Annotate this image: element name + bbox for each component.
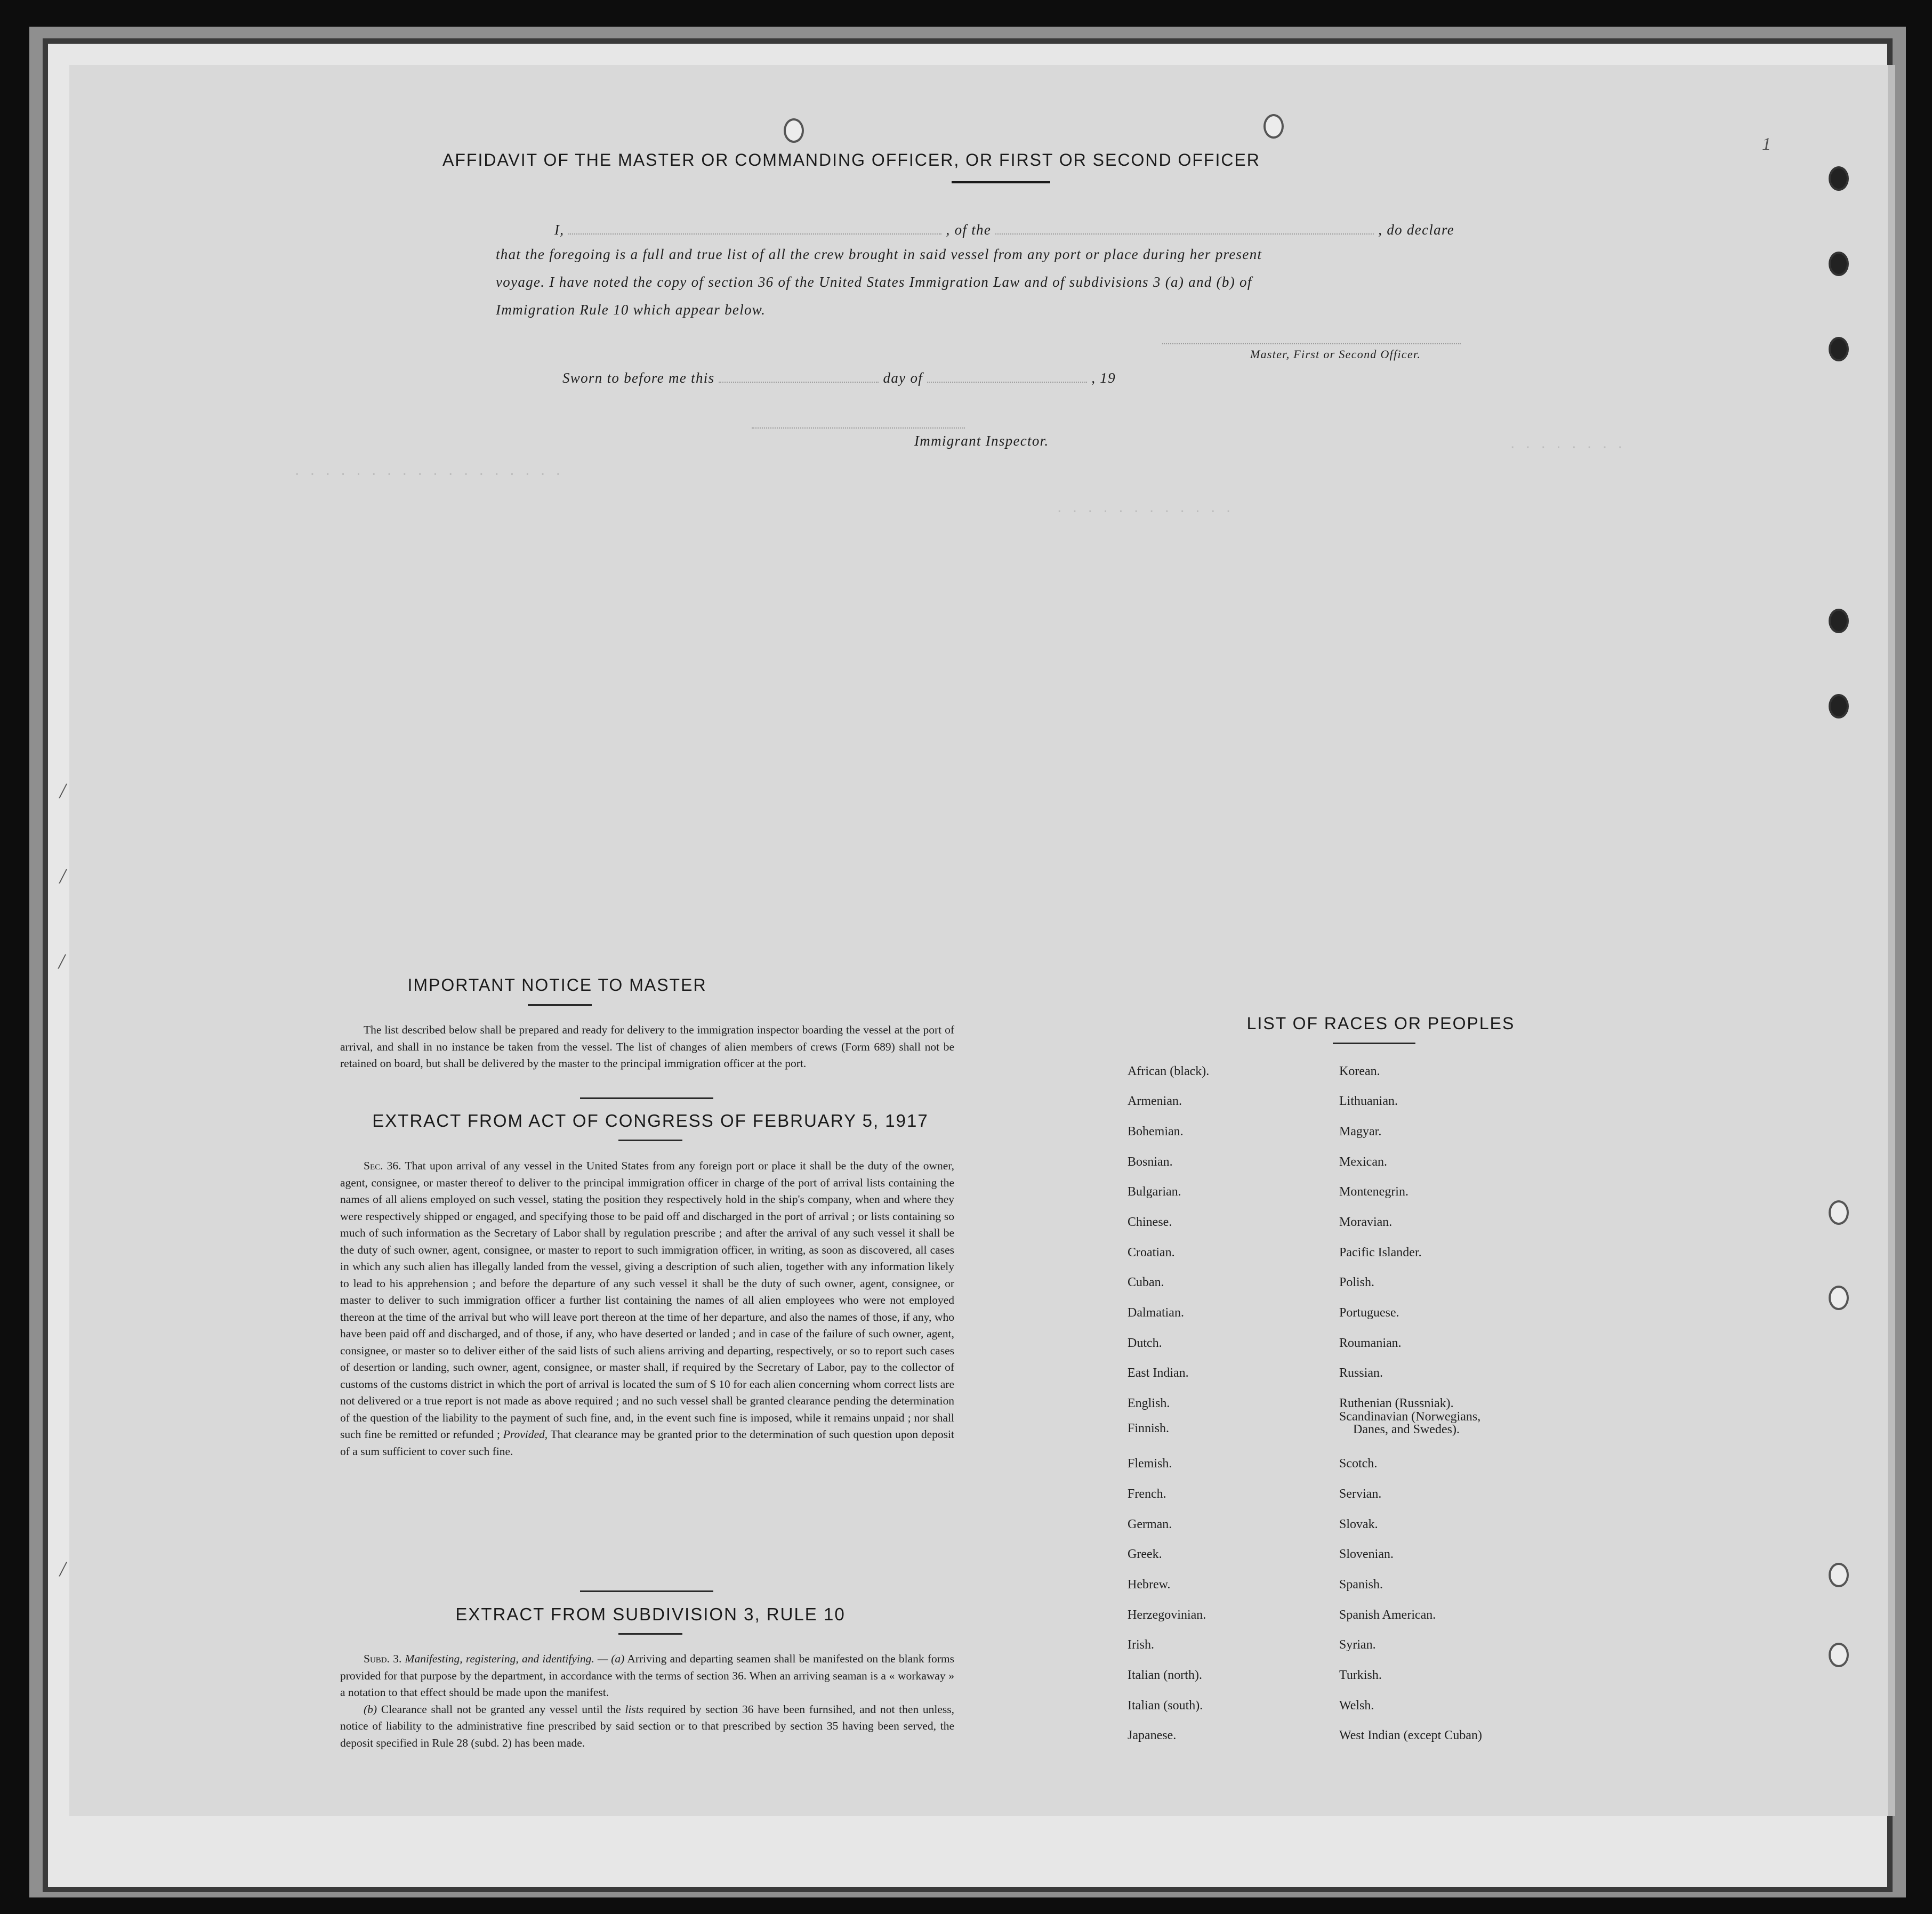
b-label: (b) [364, 1702, 377, 1716]
day-of-label: day of [883, 370, 923, 386]
punch-hole [1829, 1563, 1849, 1587]
race-item: East Indian. [1128, 1366, 1189, 1380]
master-caption: Master, First or Second Officer. [1250, 348, 1421, 361]
race-item: Roumanian. [1339, 1336, 1402, 1350]
rule-paragraph-a [340, 1651, 954, 1701]
race-item: Polish. [1339, 1275, 1375, 1289]
pencil-check-mark: / [60, 1557, 66, 1581]
punch-hole [1829, 1643, 1849, 1667]
race-item: Hebrew. [1128, 1578, 1171, 1592]
race-item: Servian. [1339, 1487, 1382, 1501]
bleed-through-text: . . . . . . . . [1509, 438, 1624, 453]
races-underline [1333, 1043, 1415, 1044]
punch-hole [1263, 114, 1284, 139]
race-item: French. [1128, 1487, 1166, 1501]
race-item: Armenian. [1128, 1094, 1182, 1108]
handwritten-mark: 1 [1762, 134, 1771, 154]
inspector-caption: Immigrant Inspector. [914, 433, 1049, 449]
race-item: Chinese. [1128, 1215, 1172, 1229]
race-item: Ruthenian (Russniak). [1339, 1396, 1454, 1410]
lists-word: lists [625, 1702, 644, 1716]
sec-label: Sec. 36. [364, 1159, 401, 1172]
race-item: Bosnian. [1128, 1155, 1173, 1169]
race-item: Lithuanian. [1339, 1094, 1398, 1108]
rule-b-text-2: required by section 36 have been furnsihed, and not then unless, notice of liability to the administrative fine prescribed by said section or to that prescribed by section 35 having been served, the deposit specified in Rule 28 (subd. 2) has been made. [340, 1702, 955, 1749]
race-item: Spanish. [1339, 1578, 1383, 1592]
race-item: German. [1128, 1517, 1172, 1531]
binder-ring [1829, 166, 1849, 191]
race-item: Scotch. [1339, 1457, 1378, 1471]
name-blank[interactable] [568, 220, 941, 235]
title-underline [952, 181, 1050, 183]
act-extract-title: EXTRACT FROM ACT OF CONGRESS OF FEBRUARY 5, 1917 [372, 1111, 929, 1130]
race-item: Danes, and Swedes). [1353, 1423, 1460, 1436]
punch-hole [784, 118, 804, 143]
race-item: Slovak. [1339, 1517, 1378, 1531]
rule-underline [618, 1633, 682, 1635]
affidavit-of-the-label: , of the [946, 222, 992, 238]
race-item: Korean. [1339, 1064, 1380, 1078]
section-divider [580, 1097, 713, 1099]
race-item: Pacific Islander. [1339, 1246, 1422, 1259]
race-item: Dalmatian. [1128, 1306, 1184, 1320]
section-divider [580, 1590, 713, 1592]
race-item: Moravian. [1339, 1215, 1392, 1229]
race-item: Magyar. [1339, 1125, 1382, 1138]
race-item: Dutch. [1128, 1336, 1162, 1350]
pencil-check-mark: / [60, 864, 66, 888]
rule-extract-title: EXTRACT FROM SUBDIVISION 3, RULE 10 [455, 1604, 846, 1624]
affidavit-line-2: that the foregoing is a full and true list of all the crew brought in said vessel from any port or place during her present [496, 246, 1262, 262]
sworn-line [562, 368, 1116, 386]
race-item: Syrian. [1339, 1638, 1376, 1652]
race-item: Turkish. [1339, 1668, 1382, 1682]
subd-label: Subd. 3. [364, 1652, 402, 1665]
act-paragraph [340, 1158, 954, 1460]
race-item: Portuguese. [1339, 1306, 1399, 1320]
race-item: Welsh. [1339, 1699, 1374, 1713]
notice-title: IMPORTANT NOTICE TO MASTER [407, 975, 707, 995]
race-item: Bohemian. [1128, 1125, 1184, 1138]
pencil-check-mark: / [60, 779, 66, 803]
race-item: Russian. [1339, 1366, 1383, 1380]
race-item: Finnish. [1128, 1422, 1170, 1435]
punch-hole [1829, 1200, 1849, 1225]
notice-paragraph: The list described below shall be prepared and ready for delivery to the immigration inspector boarding the vessel at the port of arrival, and shall in no instance be taken from the vessel. The list of changes of alien members of crews (Form 689) shall not be retained on board, but shall be delivered by the master to the principal immigration officer at the port. [340, 1023, 954, 1070]
race-item: Italian (north). [1128, 1668, 1202, 1682]
binder-ring [1829, 609, 1849, 633]
race-item: Italian (south). [1128, 1699, 1203, 1713]
race-item: English. [1128, 1396, 1170, 1410]
act-text [340, 1158, 954, 1460]
race-item: Greek. [1128, 1547, 1162, 1561]
affidavit-declare-label: , do declare [1378, 222, 1455, 238]
race-item: Cuban. [1128, 1275, 1164, 1289]
race-item: African (black). [1128, 1064, 1210, 1078]
affidavit-line-4: Immigration Rule 10 which appear below. [496, 302, 766, 318]
pencil-check-mark: / [59, 949, 65, 973]
document-sheet [69, 65, 1895, 1816]
punch-hole [1829, 1286, 1849, 1310]
sworn-month-blank[interactable] [927, 368, 1087, 383]
race-item: Flemish. [1128, 1457, 1172, 1471]
rule-a-text: Arriving and departing seamen shall be manifested on the blank forms provided for that purpose by the department, in accordance with the terms of section 36. When an arriving seaman is a « workaway » a notation to that effect should be made upon the manifest. [340, 1652, 954, 1699]
race-item: Mexican. [1339, 1155, 1387, 1169]
binder-ring [1829, 337, 1849, 361]
affidavit-title: AFFIDAVIT OF THE MASTER OR COMMANDING OFFICER, OR FIRST OR SECOND OFFICER [442, 150, 1260, 169]
race-item: West Indian (except Cuban) [1339, 1729, 1482, 1742]
race-item: Japanese. [1128, 1729, 1177, 1742]
races-title: LIST OF RACES OR PEOPLES [1246, 1014, 1515, 1033]
race-item: Spanish American. [1339, 1608, 1436, 1622]
race-item: Scandinavian (Norwegians, [1339, 1410, 1481, 1424]
subd-heading: Manifesting, registering, and identifying. — (a) [405, 1652, 625, 1665]
bleed-through-text: . . . . . . . . . . . . [1056, 502, 1233, 516]
affidavit-line-1 [496, 220, 1578, 238]
master-signature-blank[interactable] [1162, 343, 1461, 344]
race-item: Croatian. [1128, 1246, 1175, 1259]
provided-word: Provided, [503, 1428, 548, 1441]
race-item: Bulgarian. [1128, 1185, 1181, 1199]
act-underline [618, 1140, 682, 1141]
race-item: Slovenian. [1339, 1547, 1394, 1561]
binder-ring [1829, 694, 1849, 718]
affidavit-line-3: voyage. I have noted the copy of section 36 of the United States Immigration Law and of subdivisions 3 (a) and (b) of [496, 274, 1252, 290]
race-item: Montenegrin. [1339, 1185, 1408, 1199]
rule-b-text-1: Clearance shall not be granted any vessel until the [381, 1702, 621, 1716]
bleed-through-text: . . . . . . . . . . . . . . . . . . [293, 465, 562, 479]
inspector-signature-blank[interactable] [752, 427, 965, 429]
act-text-main: That upon arrival of any vessel in the United States from any foreign port or place it shall be the duty of the owner, agent, consignee, or master thereof to deliver to the principal immigration officer in charge of the port of arrival lists containing the names of all aliens employed on such vessel, stating the position they respectively hold in the ship's company, when and where they were respectively shipped or engaged, and specifying those to be paid off and discharged in the port of arrival ; or lists containing so much of such information as the Secretary of Labor shall by regulation prescribe ; and after the arrival of any such vessel it shall be the duty of such owner, agent, consignee, or master to report to such immigration officer, in writing, as soon as discovered, all cases in which any such alien has illegally landed from the vessel, giving a description of such alien, together with any information likely to lead to his apprehension ; and before the departure of any such vessel it shall be the duty of such owner, agent, consignee, or master to deliver to such immigration officer a further list containing the names of all alien employees who were not employed thereon at the time of the arrival but who will leave port thereon at the time of her departure, and also the names of those, if any, who have been paid off and discharged, and of those, if any, who have deserted or landed ; and in case of the failure of such owner, agent, consignee, or master so to deliver either of the said lists of such aliens arriving and departing, respectively, or so to report such cases of desertion or landing, such owner, agent, consignee, or master shall, if required by the Secretary of Labor, pay to the collector of customs of the customs district in which the port of arrival is located the sum of $ 10 for each alien concerning whom correct lists are not delivered or a true report is not made as above required ; and no such vessel shall be granted clearance pending the determination of the question of the liability to the payment of such fine, and, in the event such fine is imposed, while it remains unpaid ; nor shall such fine be remitted or refunded ; [340, 1159, 954, 1441]
affidavit-i-label: I, [554, 222, 565, 238]
sworn-day-blank[interactable] [719, 368, 879, 383]
race-item: Irish. [1128, 1638, 1154, 1652]
sworn-label: Sworn to before me this [562, 370, 715, 386]
vessel-blank[interactable] [995, 220, 1374, 235]
race-item: Herzegovinian. [1128, 1608, 1206, 1622]
notice-underline [528, 1004, 592, 1006]
binder-ring [1829, 252, 1849, 276]
rule-paragraph-b [340, 1701, 954, 1752]
rule-text [340, 1651, 954, 1751]
notice-text [340, 1022, 954, 1072]
act-text-tail: That clearance may be granted prior to the determination of such question upon deposit of a sum sufficient to cover such fine. [340, 1428, 954, 1458]
year-label: , 19 [1091, 370, 1116, 386]
